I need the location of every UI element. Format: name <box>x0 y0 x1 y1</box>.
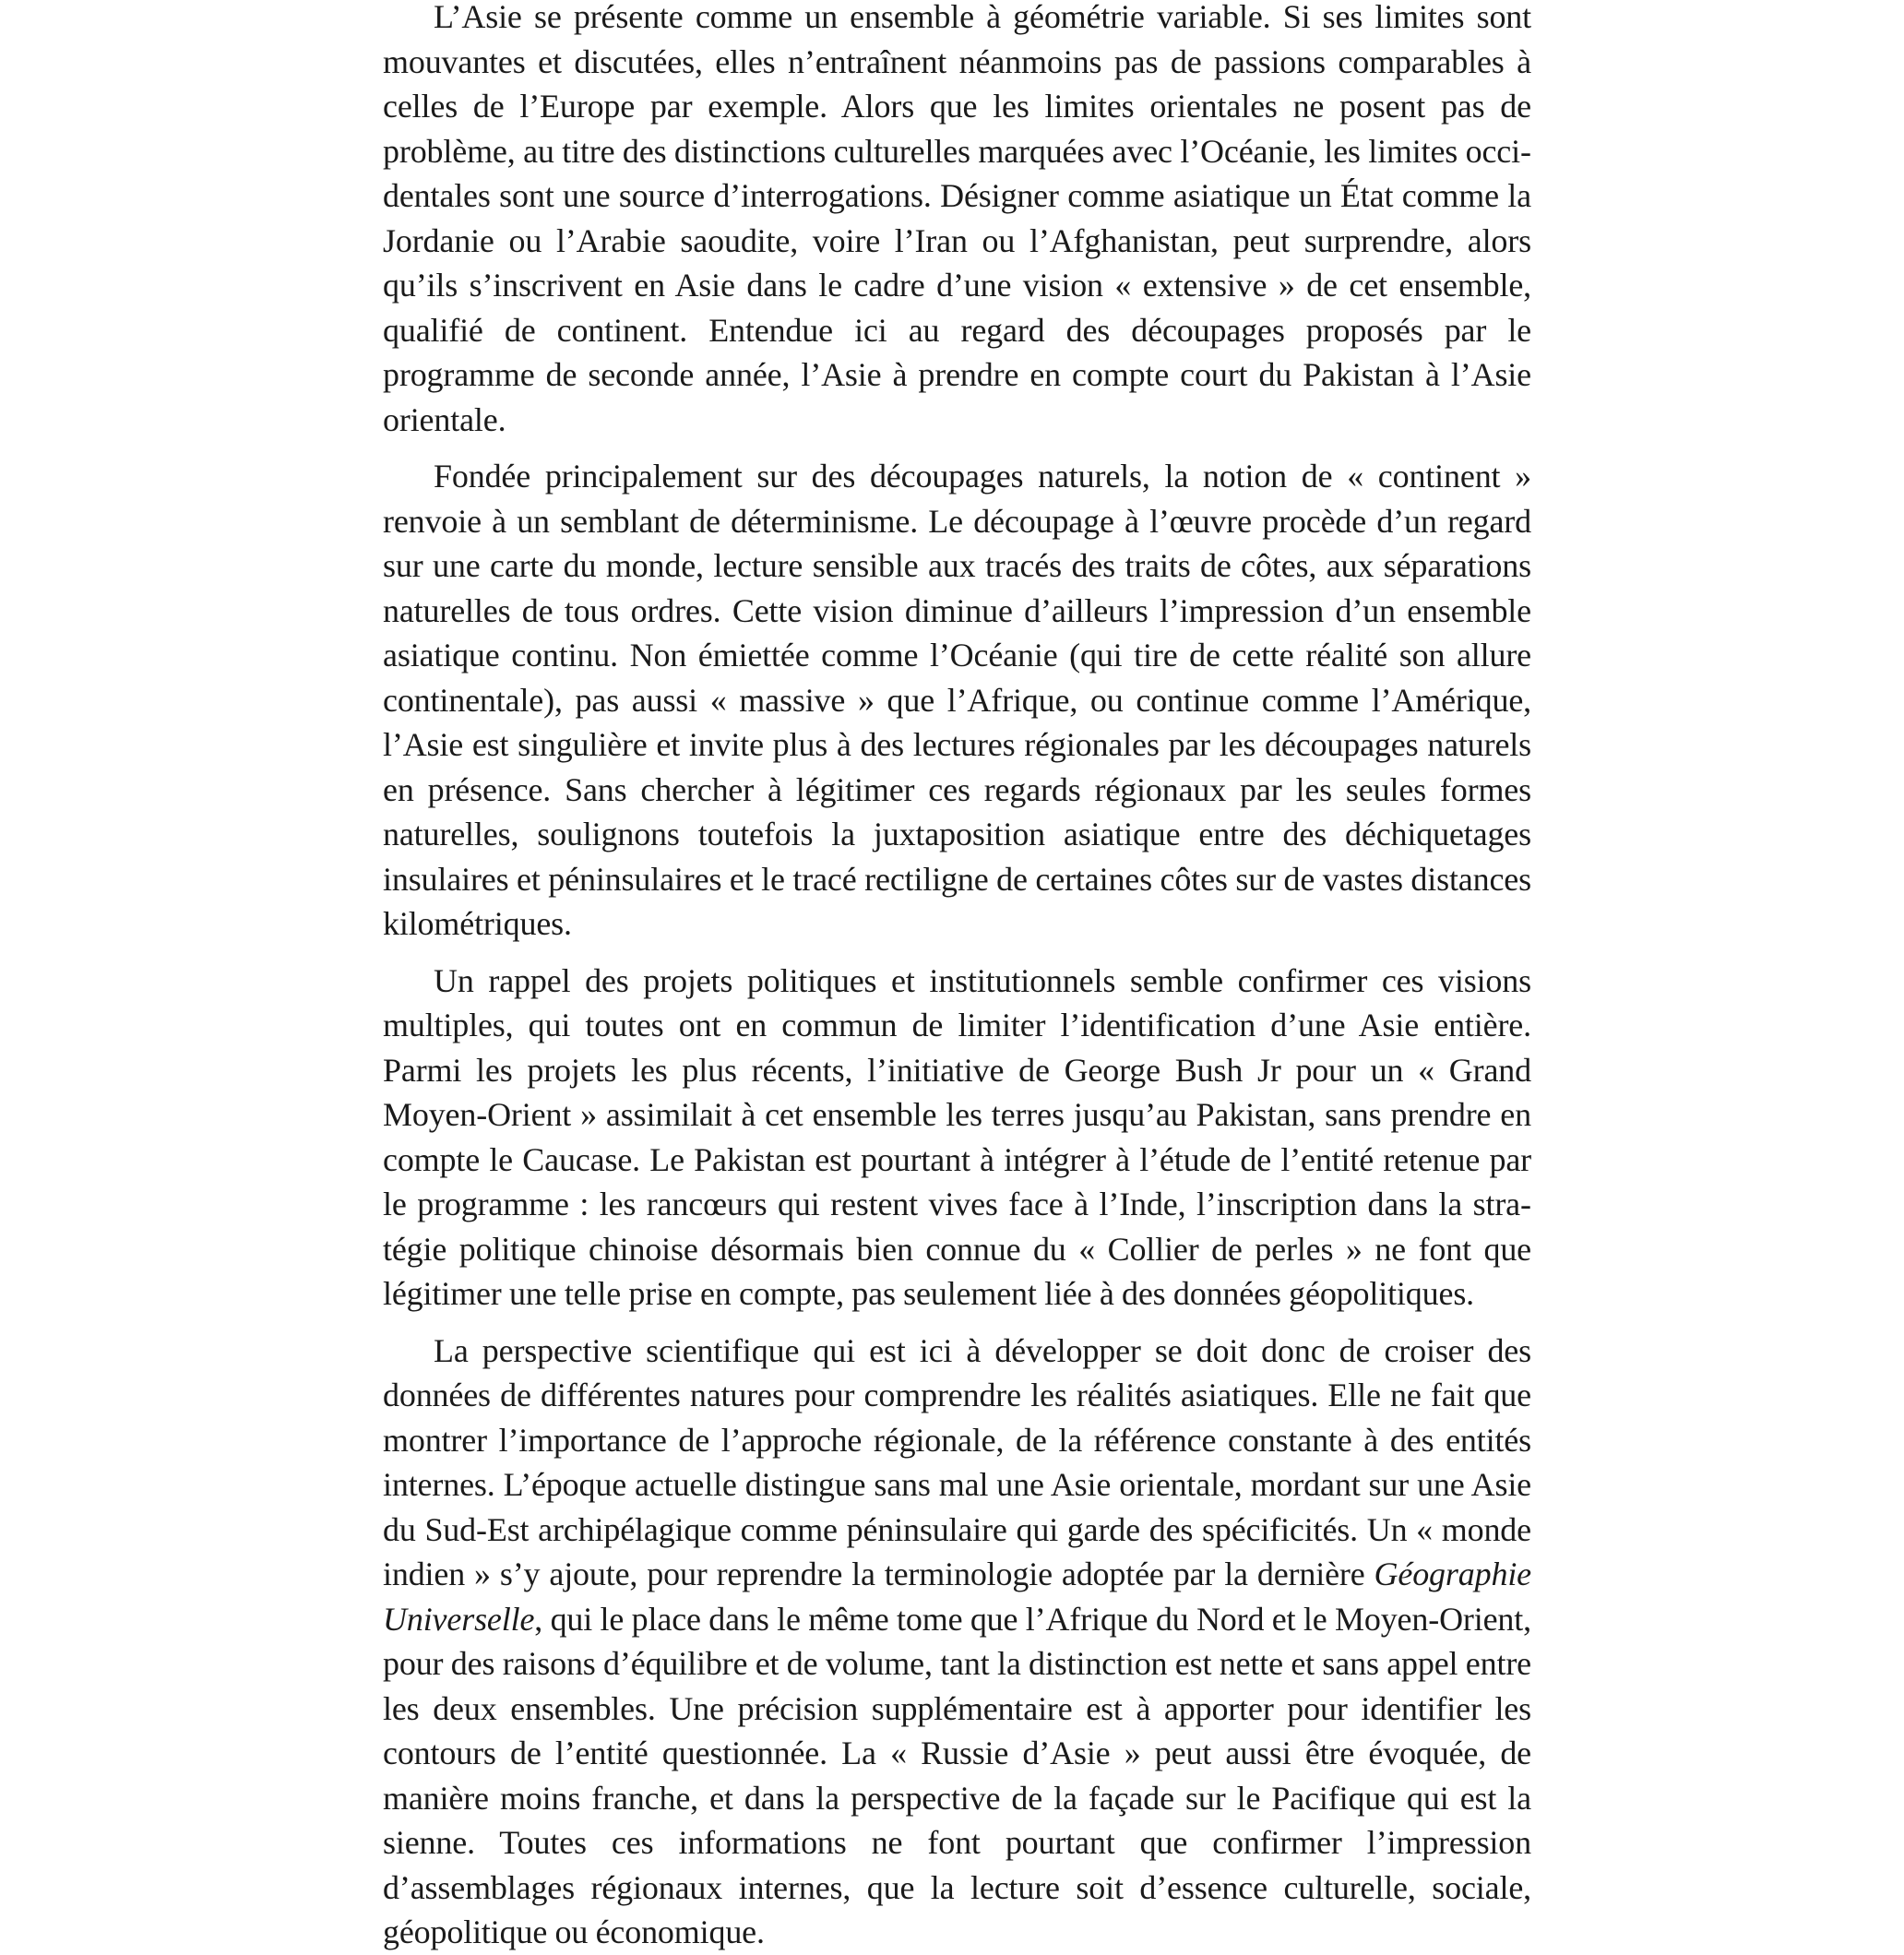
paragraph-continent-notion: Fondée principalement sur des découpages naturels, la notion de « continent » renvoie à un semblant de déterminisme. Le découpage à l’œuvre procède d’un regard sur une carte du monde, lecture sensible aux tracés des traits de côtes, aux séparations naturelles de tous ordres. Cette vision diminue d’ailleurs l’impression d’un ensemble asiatique continu. Non émiettée comme l’Océanie (qui tire de cette réalité son allure continentale), pas aussi « massive » que l’Afrique, ou continue comme l’Amérique, l’Asie est singulière et invite plus à des lectures régionales par les découpages naturels en présence. Sans chercher à légitimer ces regards régionaux par les seules formes naturelles, soulignons toutefois la juxtaposition asiatique entre des déchiquetages insulaires et péninsulaires et le tracé rectiligne de certaines côtes sur de vastes distances kilométriques. <box>383 458 1531 942</box>
document-page <box>383 0 1531 1955</box>
paragraph-scientific-perspective <box>383 1329 1531 1955</box>
paragraph-text-after-citation: , qui le place dans le même tome que l’Afrique du Nord et le Moyen-Orient, pour des raisons d’équilibre et de volume, tant la distinction est nette et sans appel entre les deux ensembles. Une précision supplémentaire est à apporter pour identifier les contours de l’entité questionnée. La « Russie d’Asie » peut aussi être évoquée, de manière moins franche, et dans la perspective de la façade sur le Pacifique qui est la sienne. Toutes ces informations ne font pourtant que confirmer l’impression d’assemblages régionaux internes, que la lecture soit d’essence culturelle, sociale, géopolitique ou économique. <box>383 1600 1531 1950</box>
paragraph-political-projects: Un rappel des projets politiques et institutionnels semble confirmer ces visions multiples, qui toutes ont en commun de limiter l’identification d’une Asie entière. Parmi les projets les plus récents, l’initiative de George Bush Jr pour un « Grand Moyen-Orient » assimilait à cet ensemble les terres jusqu’au Pakistan, sans prendre en compte le Caucase. Le Pakistan est pourtant à intégrer à l’étude de l’entité retenue par le programme : les rancœurs qui restent vives face à l’Inde, l’inscription dans la stratégie politique chinoise désormais bien connue du « Collier de perles » ne font que légitimer une telle prise en compte, pas seulement liée à des données géopolitiques. <box>383 961 1531 1312</box>
paragraph-asia-limits: L’Asie se présente comme un ensemble à géométrie variable. Si ses limites sont mouvantes et discutées, elles n’entraînent néanmoins pas de passions comparables à celles de l’Europe par exemple. Alors que les limites orientales ne posent pas de problème, au titre des distinctions culturelles marquées avec l’Océanie, les limites occidentales sont une source d’interrogations. Désigner comme asiatique un État comme la Jordanie ou l’Arabie saoudite, voire l’Iran ou l’Afghanistan, peut surprendre, alors qu’ils s’inscrivent en Asie dans le cadre d’une vision « extensive » de cet ensemble, qualifié de continent. Entendue ici au regard des découpages proposés par le programme de seconde année, l’Asie à prendre en compte court du Pakistan à l’Asie orientale. <box>383 0 1531 438</box>
book-title-citation: Géographie Universelle <box>383 1556 1531 1638</box>
paragraph-text-before-citation: La perspective scientifique qui est ici à développer se doit donc de croiser des données de différentes natures pour comprendre les réalités asiatiques. Elle ne fait que montrer l’importance de l’approche régionale, de la référence constante à des entités internes. L’époque actuelle distingue sans mal une Asie orientale, mordant sur une Asie du Sud-Est archipélagique comme péninsulaire qui garde des spécificités. Un « monde indien » s’y ajoute, pour reprendre la terminologie adoptée par la dernière <box>383 1331 1531 1592</box>
